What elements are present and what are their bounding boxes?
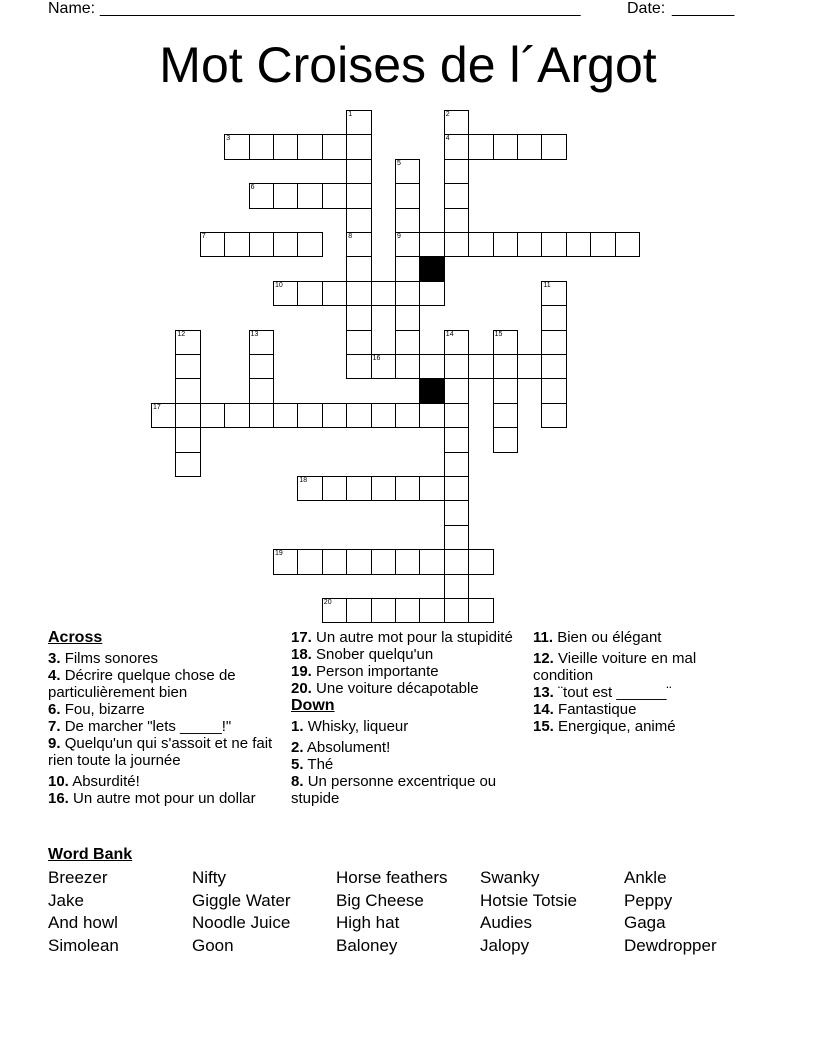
clue-number-label: 2 [445,111,450,118]
clue-number: 19. [291,663,312,680]
grid-cell[interactable] [346,549,371,574]
grid-cell[interactable] [322,598,347,623]
grid-cell[interactable] [297,183,322,208]
grid-cell[interactable] [346,183,371,208]
grid-cell[interactable] [346,110,371,135]
grid-cell[interactable] [419,354,444,379]
grid-cell[interactable] [541,403,566,428]
grid-cell[interactable] [297,232,322,257]
word-bank-item: Dewdropper [624,936,717,955]
grid-cell[interactable] [419,549,444,574]
clue-number-label: 13 [250,330,259,338]
grid-cell[interactable] [395,598,420,623]
grid-cell[interactable] [419,232,444,257]
name-line[interactable]: ______________________________________________________ [100,0,581,17]
grid-cell[interactable] [249,330,274,355]
clue-number-label: 12 [177,330,186,338]
clue-text: Fou, bizarre [64,701,145,718]
grid-cell[interactable] [249,232,274,257]
word-bank-heading: Word Bank [48,846,133,863]
grid-cell[interactable] [224,232,249,257]
clue-number: 9. [48,735,61,752]
grid-cell[interactable] [371,598,396,623]
clue-number-label: 6 [250,184,255,192]
word-bank-item: Noodle Juice [192,913,291,932]
clue-text: Un personne excentrique ou stupide [291,773,497,807]
clue-number: 7. [48,718,61,735]
word-bank-item: Giggle Water [192,891,291,910]
clue-number: 5. [291,756,304,773]
grid-cell[interactable] [444,378,469,403]
grid-cell[interactable] [322,183,347,208]
grid-cell[interactable] [468,232,493,257]
grid-cell[interactable] [273,549,298,574]
clues-column-2 [291,629,531,807]
across-clue-16 [48,790,288,807]
grid-cell[interactable] [444,476,469,501]
clues-column-1 [48,629,288,807]
clue-number: 16. [48,790,69,807]
black-square [419,256,444,281]
word-bank-item: Jake [48,891,84,910]
grid-cell[interactable] [346,354,371,379]
grid-cell[interactable] [395,549,420,574]
clue-number: 2. [291,739,304,756]
clue-number: 4. [48,667,61,684]
clues-column-3 [533,629,733,735]
clue-text: Décrire quelque chose de particulièrement bien [48,667,236,701]
name-label: Name: [48,0,96,17]
word-bank-item: Gaga [624,913,666,932]
clue-number-label: 5 [397,159,401,167]
grid-cell[interactable] [297,403,322,428]
grid-cell[interactable] [493,134,518,159]
grid-cell[interactable] [346,256,371,281]
clue-text: Films sonores [64,650,159,667]
grid-cell[interactable] [541,354,566,379]
grid-cell[interactable] [297,549,322,574]
grid-cell[interactable] [395,183,420,208]
clue-text: Absolument! [306,739,391,756]
grid-cell[interactable] [249,403,274,428]
grid-cell[interactable] [371,403,396,428]
grid-cell[interactable] [346,281,371,306]
grid-cell[interactable] [395,403,420,428]
date-line[interactable]: _______ [672,0,735,17]
grid-cell[interactable] [297,281,322,306]
word-bank-item: And howl [48,913,118,932]
grid-cell[interactable] [322,403,347,428]
grid-cell[interactable] [346,305,371,330]
clue-text: Person importante [316,663,439,680]
grid-cell[interactable] [444,159,469,184]
clue-number: 11. [533,629,554,646]
grid-cell[interactable] [249,378,274,403]
clue-number: 10. [48,773,69,790]
down-clue-1 [291,718,531,735]
grid-cell[interactable] [346,598,371,623]
grid-cell[interactable] [419,598,444,623]
down-clue-12 [533,650,733,684]
grid-cell[interactable] [175,403,200,428]
clue-number: 3. [48,650,61,667]
grid-cell[interactable] [346,208,371,233]
clue-number: 18. [291,646,312,663]
grid-cell[interactable] [444,598,469,623]
across-clue-19 [291,663,531,680]
black-square [419,378,444,403]
grid-cell[interactable] [444,208,469,233]
clue-number-label: 11 [543,281,551,289]
grid-cell[interactable] [444,110,469,135]
word-bank-item: Swanky [480,868,540,887]
grid-cell[interactable] [322,281,347,306]
clue-text: Une voiture décapotable [316,680,479,697]
grid-cell[interactable] [468,134,493,159]
down-clue-15 [533,718,733,735]
grid-cell[interactable] [444,134,469,159]
grid-cell[interactable] [297,134,322,159]
word-bank-item: Horse feathers [336,868,448,887]
grid-cell[interactable] [224,134,249,159]
grid-cell[interactable] [517,134,542,159]
word-bank-item: Nifty [192,868,226,887]
grid-cell[interactable] [249,354,274,379]
word-bank-item: Baloney [336,936,398,955]
across-clue-3 [48,650,288,667]
clue-text: Quelqu'un qui s'assoit et ne fait rien toute la journée [48,735,273,769]
grid-cell[interactable] [444,330,469,355]
clue-number: 14. [533,701,554,718]
clue-number-label: 20 [323,599,332,606]
grid-cell[interactable] [273,183,298,208]
grid-cell[interactable] [346,403,371,428]
grid-cell[interactable] [346,159,371,184]
clue-text: De marcher "lets _____!" [64,718,232,735]
grid-cell[interactable] [346,330,371,355]
grid-cell[interactable] [468,598,493,623]
grid-cell[interactable] [444,549,469,574]
grid-cell[interactable] [249,183,274,208]
word-bank-item: Goon [192,936,234,955]
grid-cell[interactable] [493,427,518,452]
clue-number-label: 3 [226,135,231,143]
grid-cell[interactable] [444,232,469,257]
grid-cell[interactable] [541,330,566,355]
across-clue-4 [48,667,288,701]
grid-cell[interactable] [371,281,396,306]
grid-cell[interactable] [541,134,566,159]
grid-cell[interactable] [468,549,493,574]
grid-cell[interactable] [273,403,298,428]
grid-cell[interactable] [322,549,347,574]
clue-number: 15. [533,718,554,735]
clue-number-label: 16 [372,355,381,362]
word-bank-item: Ankle [624,868,667,887]
clue-text: ¨tout est ______¨ [558,684,672,701]
grid-cell[interactable] [444,500,469,525]
grid-cell[interactable] [395,208,420,233]
clue-text: Bien ou élégant [557,629,662,646]
word-bank-item: Peppy [624,891,673,910]
grid-cell[interactable] [371,354,396,379]
word-bank-item: Jalopy [480,936,530,955]
grid-cell[interactable] [175,330,200,355]
grid-cell[interactable] [615,232,640,257]
clue-number: 12. [533,650,554,667]
grid-cell[interactable] [273,134,298,159]
grid-cell[interactable] [224,403,249,428]
grid-cell[interactable] [541,305,566,330]
grid-cell[interactable] [444,354,469,379]
clue-number: 17. [291,629,312,646]
grid-cell[interactable] [273,232,298,257]
down-clue-14 [533,701,733,718]
grid-cell[interactable] [175,452,200,477]
grid-cell[interactable] [175,378,200,403]
grid-cell[interactable] [541,281,566,306]
grid-cell[interactable] [346,232,371,257]
word-bank-item: Audies [480,913,532,932]
grid-cell[interactable] [346,476,371,501]
grid-cell[interactable] [322,134,347,159]
clue-text: Un autre mot pour la stupidité [316,629,513,646]
grid-cell[interactable] [395,330,420,355]
grid-cell[interactable] [566,232,591,257]
grid-cell[interactable] [493,403,518,428]
grid-cell[interactable] [493,378,518,403]
grid-cell[interactable] [493,330,518,355]
across-clue-10 [48,773,288,790]
down-clue-8 [291,773,531,807]
grid-cell[interactable] [444,574,469,599]
word-bank-item: Big Cheese [336,891,424,910]
grid-cell[interactable] [590,232,615,257]
grid-cell[interactable] [297,476,322,501]
grid-cell[interactable] [444,452,469,477]
grid-cell[interactable] [371,549,396,574]
grid-cell[interactable] [444,403,469,428]
grid-cell[interactable] [419,281,444,306]
clue-number-label: 18 [299,477,308,484]
clue-number-label: 1 [348,111,353,118]
grid-cell[interactable] [419,476,444,501]
clue-text: Energique, animé [558,718,676,735]
grid-cell[interactable] [493,232,518,257]
grid-cell[interactable] [444,427,469,452]
clue-text: Un autre mot pour un dollar [73,790,256,807]
grid-cell[interactable] [175,354,200,379]
clue-text: Vieille voiture en mal condition [533,650,697,684]
grid-cell[interactable] [395,159,420,184]
across-heading: Across [48,629,103,646]
grid-cell[interactable] [395,354,420,379]
grid-cell[interactable] [273,281,298,306]
clue-number-label: 9 [397,233,401,240]
across-clue-7 [48,718,288,735]
grid-cell[interactable] [395,232,420,257]
grid-cell[interactable] [444,525,469,550]
word-bank-item: High hat [336,913,400,932]
grid-cell[interactable] [541,378,566,403]
down-clue-5 [291,756,531,773]
word-bank-item: Simolean [48,936,119,955]
grid-cell[interactable] [395,256,420,281]
down-clue-11 [533,629,733,646]
word-bank-item: Breezer [48,868,108,887]
clue-number-label: 10 [275,281,283,289]
grid-cell[interactable] [444,183,469,208]
clue-number: 6. [48,701,61,718]
clue-number: 1. [291,718,304,735]
clue-text: Absurdité! [72,773,140,790]
grid-cell[interactable] [395,281,420,306]
page-title: Mot Croises de l´Argot [159,37,657,93]
clue-number-label: 17 [153,403,161,411]
clue-number-label: 14 [445,330,454,338]
grid-cell[interactable] [249,134,274,159]
down-heading: Down [291,697,335,714]
clue-text: Fantastique [558,701,637,718]
grid-cell[interactable] [200,403,225,428]
grid-cell[interactable] [541,232,566,257]
grid-cell[interactable] [468,354,493,379]
grid-cell[interactable] [419,403,444,428]
clue-text: Whisky, liqueur [307,718,409,735]
grid-cell[interactable] [517,354,542,379]
clue-number: 8. [291,773,304,790]
clue-text: Snober quelqu'un [316,646,434,663]
grid-cell[interactable] [371,476,396,501]
grid-cell[interactable] [175,427,200,452]
grid-cell[interactable] [322,476,347,501]
across-clue-9 [48,735,288,769]
clue-number-label: 15 [494,330,503,338]
grid-cell[interactable] [395,476,420,501]
clue-number-label: 19 [275,550,283,558]
clue-number-label: 4 [445,135,450,143]
clue-number-label: 7 [201,233,206,240]
across-clue-17 [291,629,531,646]
grid-cell[interactable] [493,354,518,379]
grid-cell[interactable] [395,305,420,330]
across-clue-20 [291,680,531,697]
clue-number: 20. [291,680,312,697]
across-clue-6 [48,701,288,718]
across-clue-18 [291,646,531,663]
grid-cell[interactable] [517,232,542,257]
down-clue-2 [291,739,531,756]
grid-cell[interactable] [151,403,176,428]
grid-cell[interactable] [200,232,225,257]
word-bank-item: Hotsie Totsie [480,891,578,910]
clue-text: Thé [307,756,334,773]
grid-cell[interactable] [346,134,371,159]
date-label: Date: [627,0,666,17]
clue-number: 13. [533,684,554,701]
down-clue-13 [533,684,733,701]
clue-number-label: 8 [348,233,353,240]
